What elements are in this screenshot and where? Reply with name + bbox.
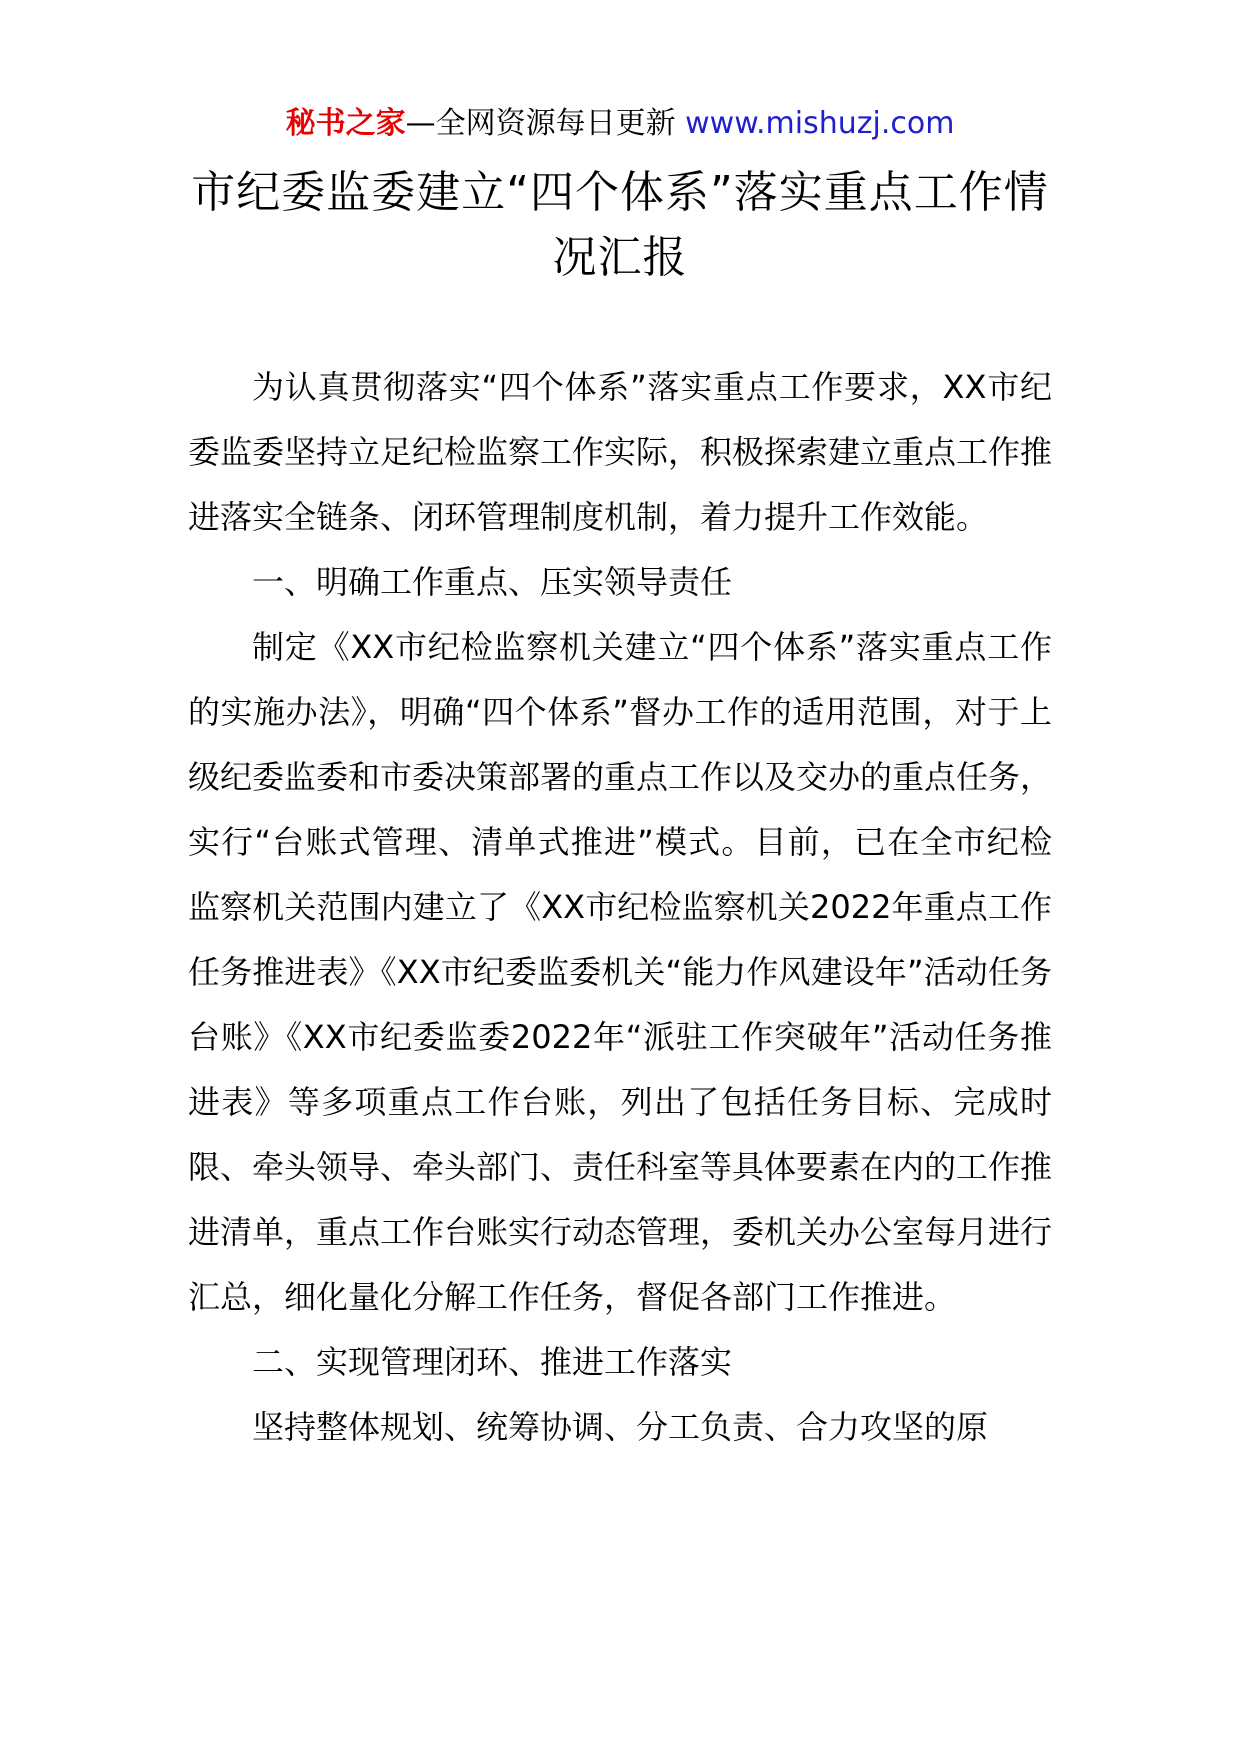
header-slogan: —全网资源每日更新	[405, 106, 686, 141]
section-2-heading: 二、实现管理闭环、推进工作落实	[252, 1343, 733, 1381]
section-1-heading: 一、明确工作重点、压实领导责任	[252, 563, 733, 601]
intro-paragraph: 为认真贯彻落实“四个体系”落实重点工作要求，XX市纪委监委坚持立足纪检监察工作实际，积极探索建立重点工作推进落实全链条、闭环管理制度机制，着力提升工作效能。	[188, 368, 1053, 536]
site-url-link[interactable]: www.mishuzj.com	[685, 106, 955, 141]
document-body	[188, 355, 1052, 1460]
header-banner	[0, 100, 1240, 148]
section-2-paragraph: 坚持整体规划、统筹协调、分工负责、合力攻坚的原	[252, 1408, 989, 1446]
section-1-paragraph: 制定《XX市纪检监察机关建立“四个体系”落实重点工作的实施办法》，明确“四个体系”督办工作的适用范围，对于上级纪委监委和市委决策部署的重点工作以及交办的重点任务，实行“台账式管理、清单式推进”模式。目前，已在全市纪检监察机关范围内建立了《XX市纪检监察机关2022年重点工作任务推进表》《XX市纪委监委机关“能力作风建设年”活动任务台账》《XX市纪委监委2022年“派驻工作突破年”活动任务推进表》等多项重点工作台账，列出了包括任务目标、完成时限、牵头领导、牵头部门、责任科室等具体要素在内的工作推进清单，重点工作台账实行动态管理，委机关办公室每月进行汇总，细化量化分解工作任务，督促各部门工作推进。	[188, 628, 1053, 1316]
brand-name: 秘书之家	[285, 106, 406, 141]
document-title: 市纪委监委建立“四个体系”落实重点工作情况汇报	[191, 167, 1049, 283]
